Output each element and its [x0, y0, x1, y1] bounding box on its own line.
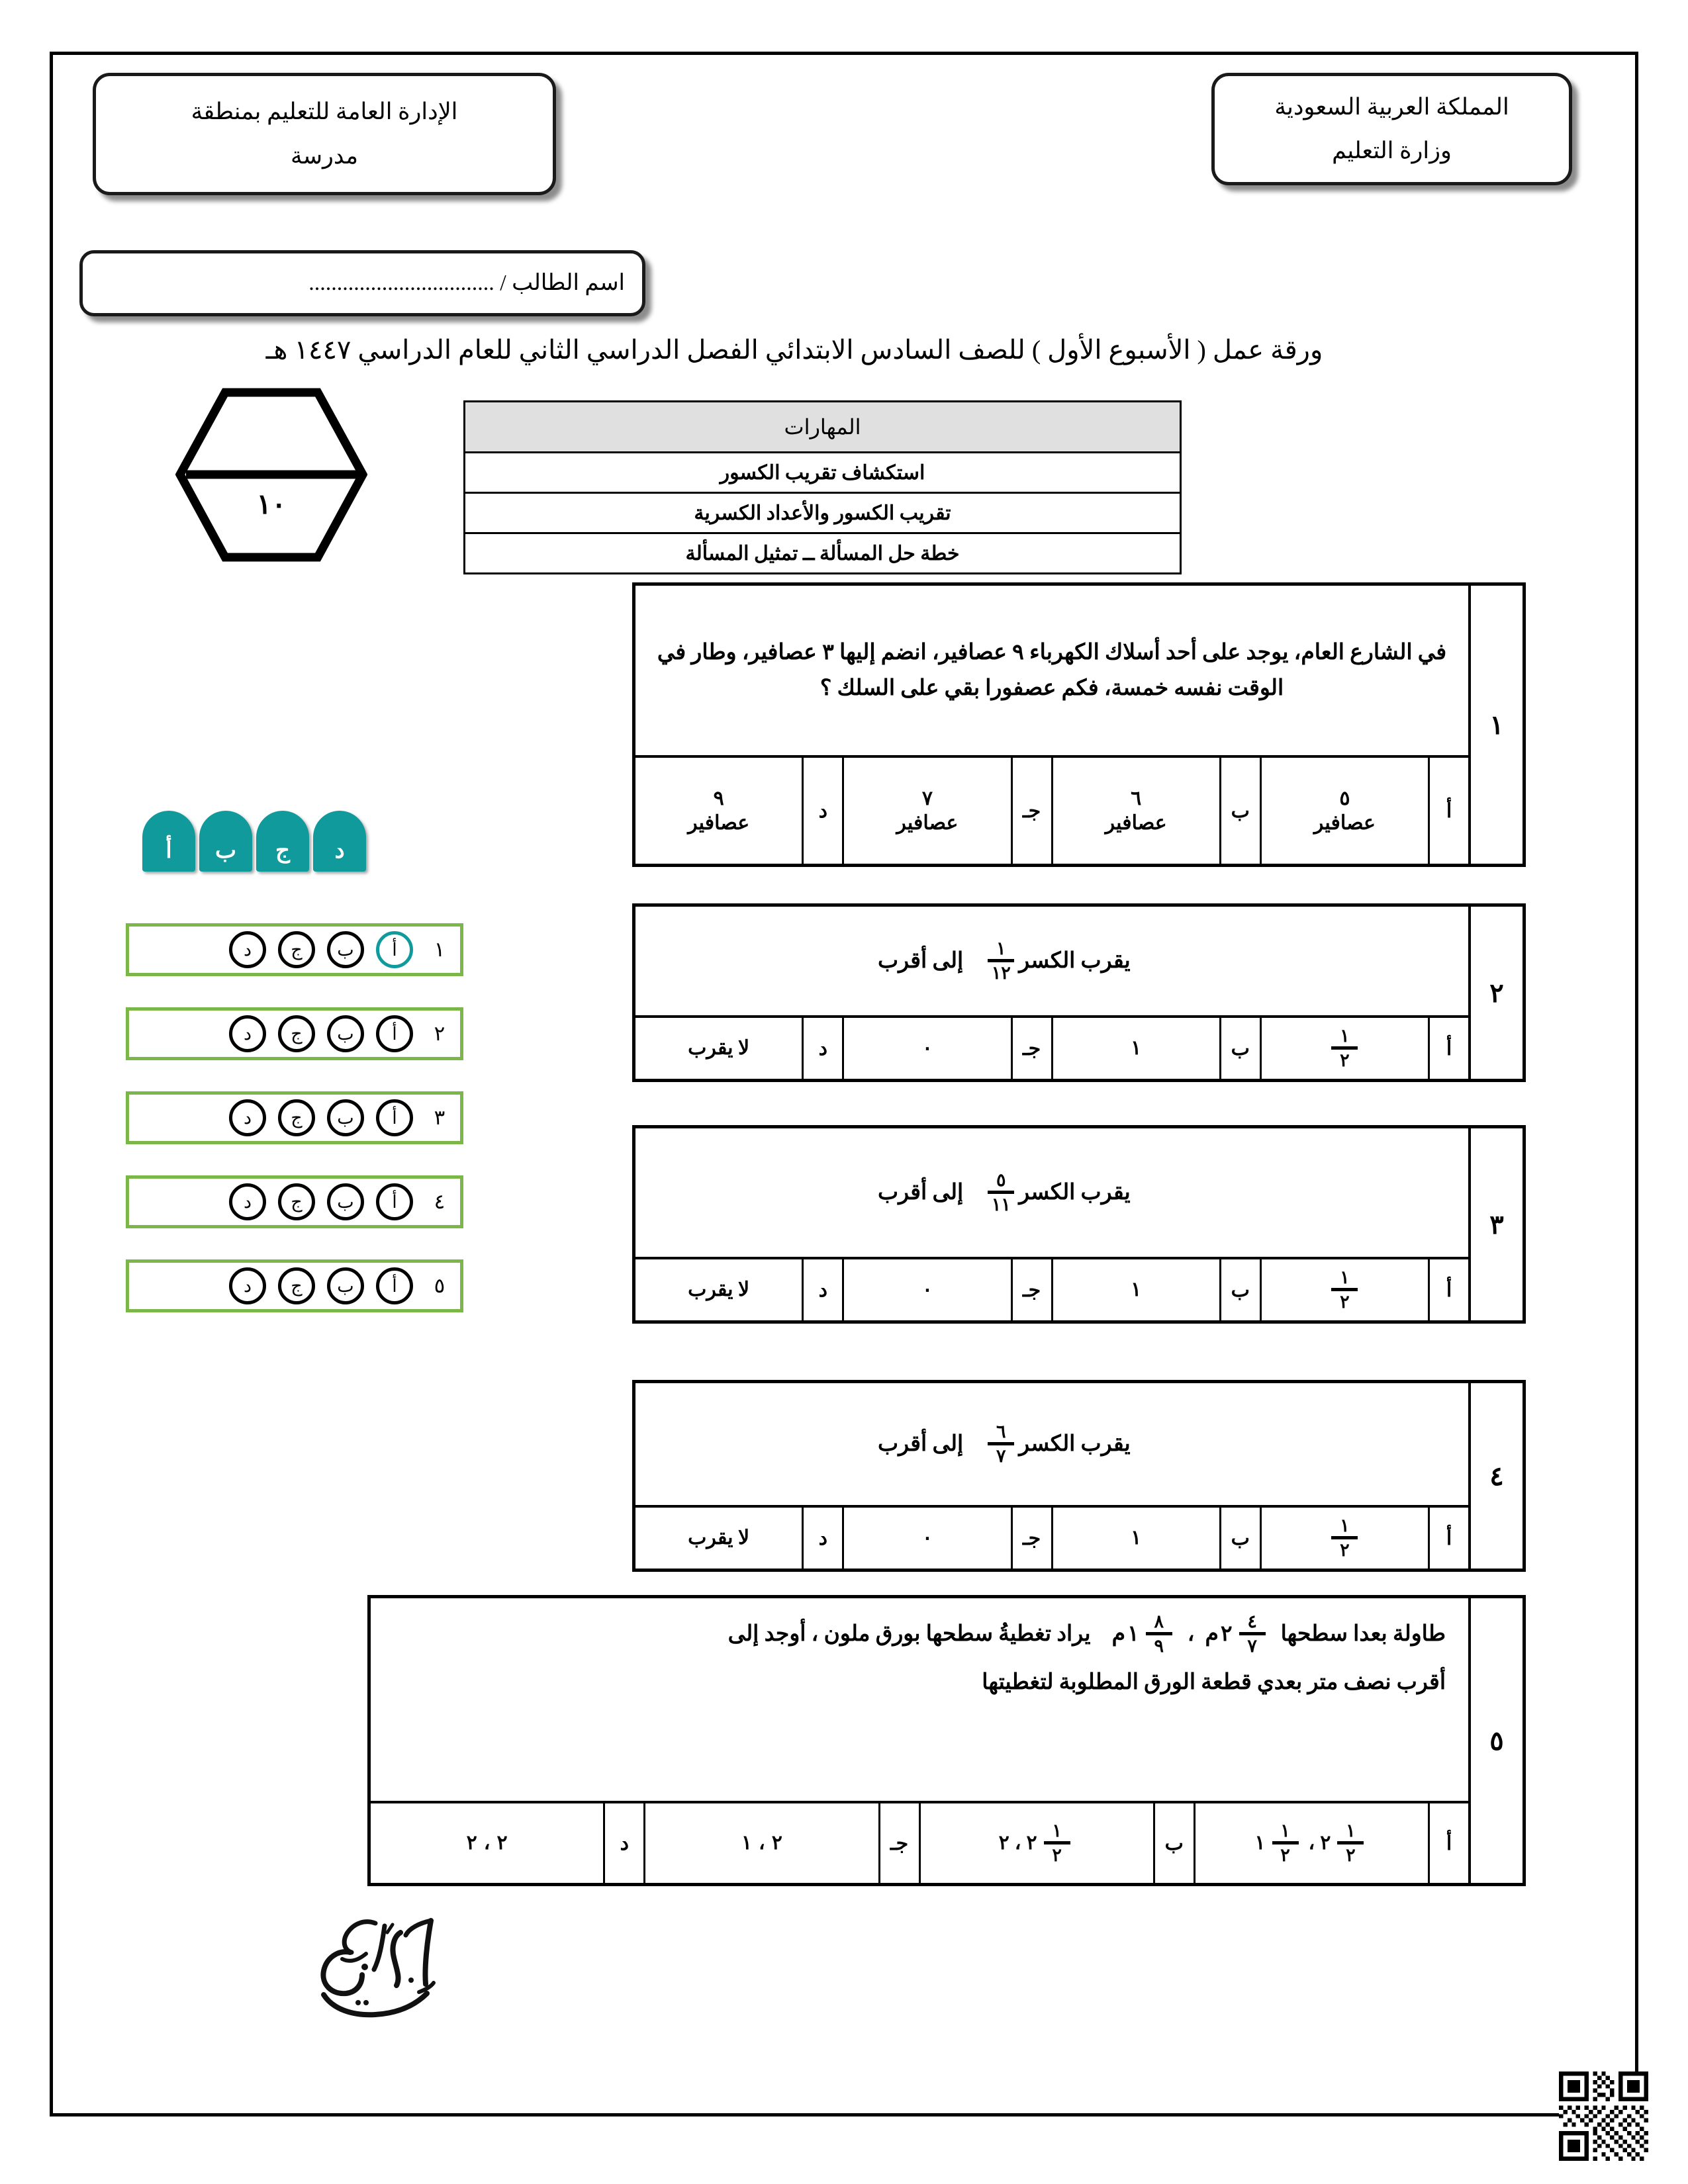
q1-option-j[interactable]: ٧ عصافير	[842, 758, 1010, 864]
q5-separator: ،	[1187, 1621, 1195, 1646]
question-1-number: ١	[1468, 586, 1523, 864]
answer-key-tabs	[142, 811, 366, 872]
q4-option-j[interactable]: ٠	[842, 1508, 1010, 1569]
q5-mixed-2: ٨ ٩ ١ م	[1112, 1613, 1177, 1655]
tab-option-a[interactable]: أ	[142, 811, 195, 872]
tab-option-j[interactable]: ج	[256, 811, 309, 872]
question-5-options	[371, 1801, 1468, 1883]
skills-table	[463, 400, 1182, 574]
q3-letter-d: د	[802, 1259, 842, 1320]
question-5-stem	[371, 1598, 1468, 1801]
bubble-3-b[interactable]: ب	[327, 1099, 364, 1136]
skills-table-header: المهارات	[465, 402, 1181, 453]
q5-stem-line2: أقرب نصف متر بعدي قطعة الورق المطلوبة لتغطيتها	[982, 1670, 1446, 1694]
q4-option-d[interactable]: لا يقرب	[688, 1527, 750, 1549]
bubble-3-j[interactable]: ج	[278, 1099, 315, 1136]
q2-letter-j: جـ	[1011, 1018, 1051, 1079]
q4-letter-d: د	[802, 1508, 842, 1569]
q4-stem-fraction: ٦ ٧	[988, 1423, 1014, 1465]
question-1-stem: في الشارع العام، يوجد على أحد أسلاك الكهرباء ٩ عصافير، انضم إليها ٣ عصافير، وطار في الوقت نفسه خمسة، فكم عصفورا بقي على السلك ؟	[657, 640, 1447, 700]
q2-option-b[interactable]: ١	[1051, 1018, 1219, 1079]
bubble-5-b[interactable]: ب	[327, 1267, 364, 1304]
answer-row-5[interactable]	[126, 1259, 463, 1312]
answer-row-index: ٢	[434, 1022, 445, 1045]
question-1-options	[635, 755, 1468, 864]
bubble-3-d[interactable]: د	[229, 1099, 266, 1136]
bubble-4-j[interactable]: ج	[278, 1183, 315, 1220]
ministry-line-1: المملكة العربية السعودية	[1274, 93, 1509, 120]
tab-option-d[interactable]: د	[313, 811, 366, 872]
q4-letter-b: ب	[1219, 1508, 1260, 1569]
signature-icon	[301, 1906, 453, 2025]
bubble-2-a[interactable]: أ	[376, 1015, 413, 1052]
q1-option-a[interactable]: ٥ عصافير	[1260, 758, 1428, 864]
q3-option-d[interactable]: لا يقرب	[688, 1279, 750, 1301]
q5-letter-b: ب	[1153, 1803, 1194, 1883]
q3-letter-j: جـ	[1011, 1259, 1051, 1320]
q5-letter-d: د	[603, 1803, 643, 1883]
q4-stem-before: يقرب الكسر	[1019, 1432, 1131, 1456]
question-2	[632, 903, 1526, 1082]
q2-stem-before: يقرب الكسر	[1019, 948, 1131, 973]
bubble-1-a[interactable]: أ	[376, 931, 413, 968]
question-3-number: ٣	[1468, 1128, 1523, 1320]
ministry-line-2: وزارة التعليم	[1332, 138, 1452, 163]
q5-option-b[interactable]: ١ ٢ ٢ ، ٢	[919, 1803, 1153, 1883]
question-4-stem	[635, 1383, 1468, 1505]
q3-letter-b: ب	[1219, 1259, 1260, 1320]
q2-option-a[interactable]: ١ ٢	[1260, 1018, 1428, 1079]
skills-row	[465, 453, 1181, 493]
q1-letter-b: ب	[1219, 758, 1260, 864]
skills-row	[465, 533, 1181, 574]
q1-letter-d: د	[802, 758, 842, 864]
question-4-options	[635, 1505, 1468, 1569]
answer-row-3[interactable]	[126, 1091, 463, 1144]
bubble-2-j[interactable]: ج	[278, 1015, 315, 1052]
directorate-line-1: الإدارة العامة للتعليم بمنطقة	[191, 99, 458, 124]
q5-stem-a: طاولة بعدا سطحها	[1280, 1621, 1446, 1646]
bubble-5-j[interactable]: ج	[278, 1267, 315, 1304]
question-2-options	[635, 1015, 1468, 1079]
q5-option-j[interactable]: ٢ ، ١	[643, 1803, 878, 1883]
answer-row-index: ١	[434, 938, 445, 961]
question-3-options	[635, 1257, 1468, 1320]
q4-stem-after: إلى أقرب	[878, 1432, 964, 1456]
bubble-4-d[interactable]: د	[229, 1183, 266, 1220]
q2-stem-fraction: ١ ١٢	[988, 940, 1014, 982]
qr-code-icon	[1559, 2071, 1648, 2161]
student-name-box[interactable]	[79, 250, 645, 316]
q4-letter-j: جـ	[1011, 1508, 1051, 1569]
question-1	[632, 582, 1526, 867]
bubble-4-a[interactable]: أ	[376, 1183, 413, 1220]
question-5	[367, 1595, 1526, 1886]
ministry-header-box	[1211, 73, 1572, 185]
q4-option-a[interactable]: ١ ٢	[1260, 1508, 1428, 1569]
question-3	[632, 1125, 1526, 1324]
bubble-5-d[interactable]: د	[229, 1267, 266, 1304]
bubble-3-a[interactable]: أ	[376, 1099, 413, 1136]
q3-stem-before: يقرب الكسر	[1019, 1180, 1131, 1205]
q3-option-b[interactable]: ١	[1051, 1259, 1219, 1320]
q3-stem-after: إلى أقرب	[878, 1180, 964, 1205]
bubble-2-b[interactable]: ب	[327, 1015, 364, 1052]
q5-letter-a: أ	[1428, 1803, 1468, 1883]
bubble-1-d[interactable]: د	[229, 931, 266, 968]
question-2-stem	[635, 907, 1468, 1015]
q5-stem-b: يراد تغطيةُ سطحها بورق ملون ، أوجد إلى	[727, 1621, 1091, 1646]
skills-table-header-row	[465, 402, 1181, 453]
q2-letter-a: أ	[1428, 1018, 1468, 1079]
skill-1: استكشاف تقريب الكسور	[465, 453, 1181, 493]
q3-option-j[interactable]: ٠	[842, 1259, 1010, 1320]
answer-row-index: ٥	[434, 1274, 445, 1297]
bubble-1-b[interactable]: ب	[327, 931, 364, 968]
question-2-number: ٢	[1468, 907, 1523, 1079]
q1-letter-j: جـ	[1011, 758, 1051, 864]
q1-option-b[interactable]: ٦ عصافير	[1051, 758, 1219, 864]
question-5-number: ٥	[1468, 1598, 1523, 1883]
bubble-2-d[interactable]: د	[229, 1015, 266, 1052]
skill-2: تقريب الكسور والأعداد الكسرية	[465, 493, 1181, 533]
skill-3: خطة حل المسألة ــ تمثيل المسألة	[465, 533, 1181, 574]
question-4	[632, 1380, 1526, 1572]
bubble-5-a[interactable]: أ	[376, 1267, 413, 1304]
answer-row-index: ٣	[434, 1106, 445, 1129]
skills-row	[465, 493, 1181, 533]
question-4-number: ٤	[1468, 1383, 1523, 1569]
q2-letter-d: د	[802, 1018, 842, 1079]
directorate-line-2: مدرسة	[290, 142, 359, 169]
q1-letter-a: أ	[1428, 758, 1468, 864]
bubble-4-b[interactable]: ب	[327, 1183, 364, 1220]
bubble-1-j[interactable]: ج	[278, 931, 315, 968]
answer-row-2[interactable]	[126, 1007, 463, 1060]
answer-row-index: ٤	[434, 1190, 445, 1213]
score-hexagon	[175, 387, 367, 563]
q3-letter-a: أ	[1428, 1259, 1468, 1320]
tab-option-b[interactable]: ب	[199, 811, 252, 872]
q1-option-d[interactable]: ٩ عصافير	[688, 787, 750, 834]
worksheet-title: ورقة عمل ( الأسبوع الأول ) للصف السادس الابتدائي الفصل الدراسي الثاني للعام الدراسي ١٤٤٧ هـ	[265, 335, 1323, 365]
score-total: ١٠	[256, 490, 287, 520]
q4-option-b[interactable]: ١	[1051, 1508, 1219, 1569]
student-name-label: اسم الطالب / .................................	[308, 270, 625, 295]
q3-stem-fraction: ٥ ١١	[988, 1171, 1014, 1214]
q5-mixed-1: ٤ ٧ ٢ م	[1205, 1613, 1270, 1655]
answer-row-4[interactable]	[126, 1175, 463, 1228]
q3-option-a[interactable]: ١ ٢	[1260, 1259, 1428, 1320]
q2-letter-b: ب	[1219, 1018, 1260, 1079]
hexagon-icon	[175, 387, 367, 563]
q5-option-a[interactable]: ١ ٢ ٢ ، ١ ٢ ١	[1194, 1803, 1428, 1883]
q5-option-d[interactable]: ٢ ، ٢	[466, 1832, 508, 1854]
answer-row-1[interactable]	[126, 923, 463, 976]
teacher-signature	[301, 1906, 453, 2025]
q5-letter-j: جـ	[878, 1803, 919, 1883]
q2-stem-after: إلى أقرب	[878, 948, 964, 973]
question-3-stem	[635, 1128, 1468, 1257]
qr-code	[1559, 2071, 1648, 2161]
q2-option-d[interactable]: لا يقرب	[688, 1037, 750, 1060]
q4-letter-a: أ	[1428, 1508, 1468, 1569]
directorate-header-box	[93, 73, 556, 195]
q2-option-j[interactable]: ٠	[842, 1018, 1010, 1079]
